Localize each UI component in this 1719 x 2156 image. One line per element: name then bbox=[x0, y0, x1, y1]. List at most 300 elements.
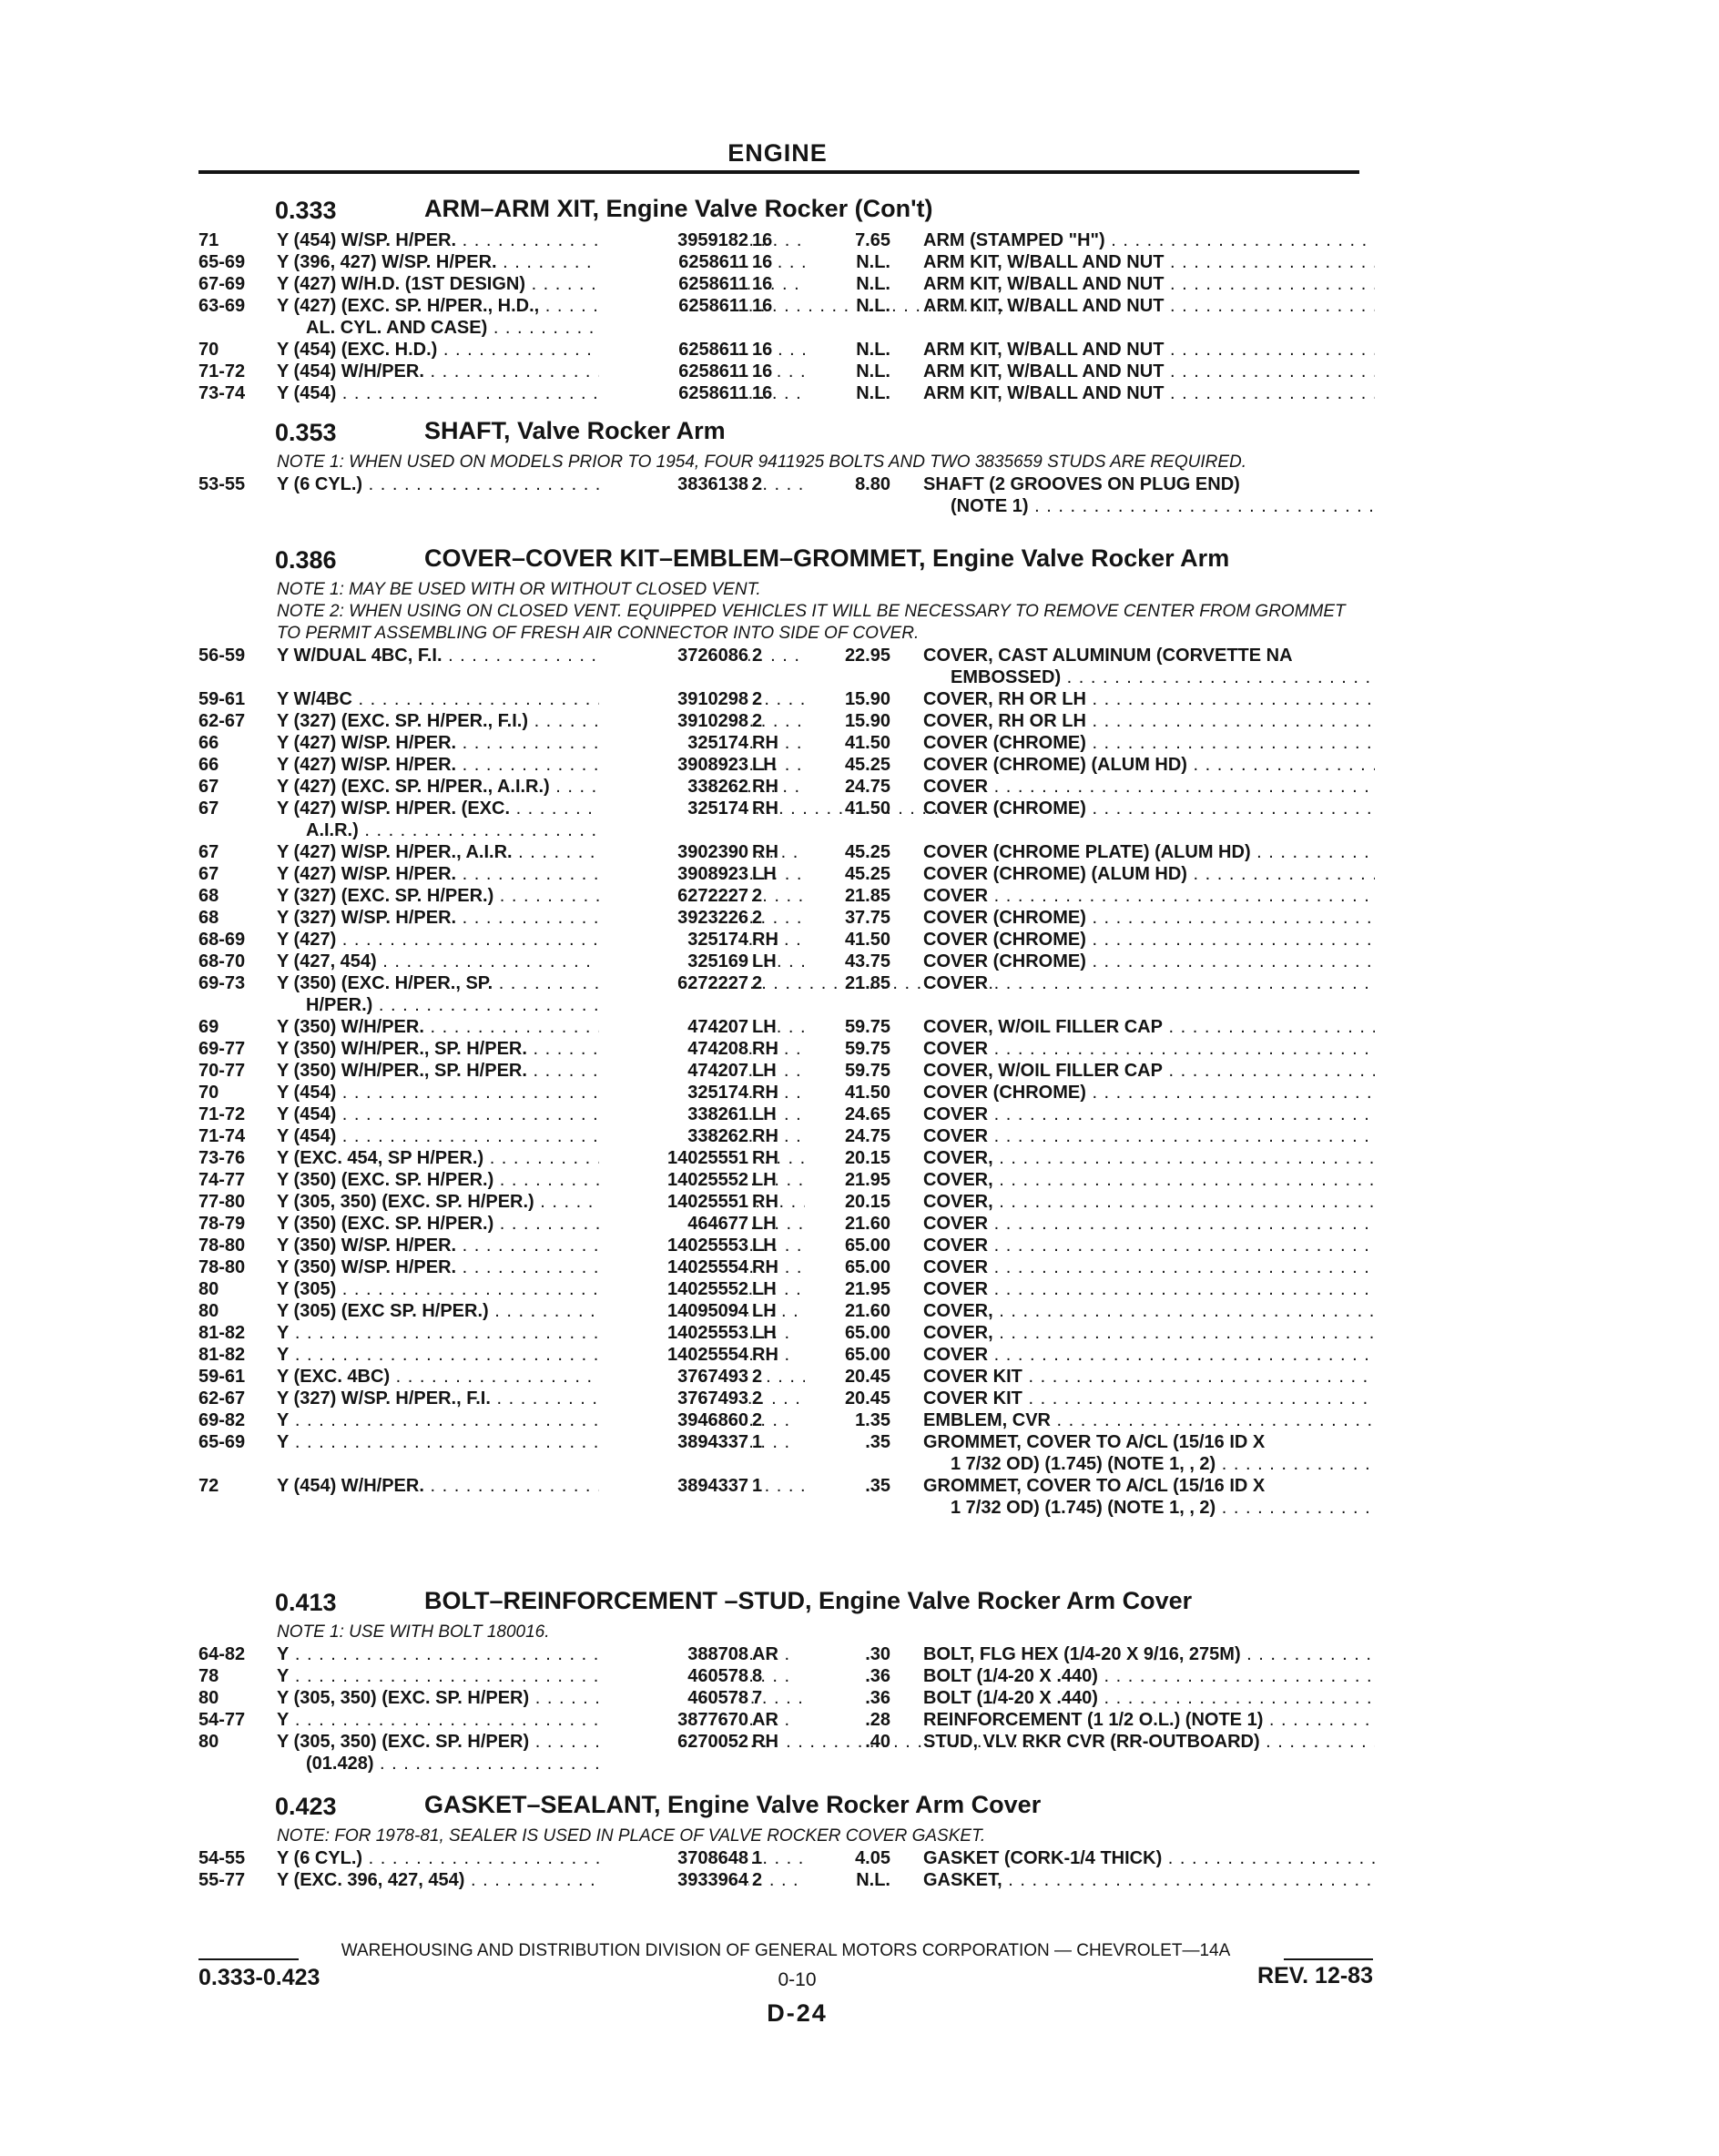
part-number: 3767493 bbox=[599, 1366, 748, 1388]
part-number: 6258611 bbox=[599, 361, 748, 382]
price: .35 bbox=[865, 1476, 890, 1496]
part-number: 14025553 bbox=[599, 1322, 748, 1344]
part-number: 6258611 bbox=[599, 273, 748, 295]
part-number: 3933964 bbox=[599, 1869, 748, 1891]
quantity: RH bbox=[752, 1732, 778, 1752]
application: Y (350) W/SP. H/PER. . . . bbox=[277, 1235, 805, 1256]
part-number: 474208 bbox=[599, 1038, 748, 1060]
description: ARM KIT, W/BALL AND NUT . . . bbox=[923, 295, 1375, 317]
description-cont: EMBOSSED) . . . bbox=[951, 666, 1375, 688]
price: 45.25 bbox=[844, 755, 890, 775]
price: 8.80 bbox=[855, 474, 890, 494]
section-title: SHAFT, Valve Rocker Arm bbox=[424, 417, 726, 444]
price: 20.45 bbox=[844, 1388, 890, 1409]
model-years: 68 bbox=[198, 886, 219, 906]
description: COVER (CHROME) . . . bbox=[923, 1082, 1375, 1103]
model-years: 67 bbox=[198, 777, 219, 797]
description: BOLT (1/4-20 X .440) . . . bbox=[923, 1687, 1375, 1709]
description: COVER, RH OR LH . . . bbox=[923, 688, 1375, 710]
section-header bbox=[198, 1585, 1373, 1622]
quantity: 2 bbox=[752, 886, 763, 906]
price: N.L. bbox=[856, 252, 890, 272]
application: Y (396, 427) W/SP. H/PER. . . . bbox=[277, 251, 805, 273]
model-years: 80 bbox=[198, 1301, 219, 1321]
model-years: 71-72 bbox=[198, 361, 246, 381]
parts-row bbox=[198, 1082, 1373, 1103]
price: .40 bbox=[865, 1732, 890, 1752]
description: EMBLEM, CVR . . . bbox=[923, 1409, 1375, 1431]
price: 65.00 bbox=[844, 1345, 890, 1365]
description: COVER . . . bbox=[923, 1038, 1375, 1060]
page-title: ENGINE bbox=[727, 139, 828, 167]
parts-row bbox=[198, 1256, 1373, 1278]
quantity: 16 bbox=[752, 252, 773, 272]
quantity: 2 bbox=[752, 711, 763, 731]
parts-row bbox=[198, 251, 1373, 273]
model-years: 69-73 bbox=[198, 973, 246, 993]
model-years: 67-69 bbox=[198, 274, 246, 294]
description: STUD, VLV RKR CVR (RR-OUTBOARD) . . . bbox=[923, 1731, 1375, 1753]
application: Y (427) W/SP. H/PER., A.I.R. . . . bbox=[277, 841, 805, 863]
parts-row bbox=[198, 273, 1373, 295]
parts-row bbox=[198, 295, 1373, 339]
parts-row bbox=[198, 1409, 1373, 1431]
model-years: 62-67 bbox=[198, 711, 246, 731]
footer-page-code: D-24 bbox=[767, 1999, 828, 2027]
price: 22.95 bbox=[844, 646, 890, 666]
application: Y (427) W/H.D. (1ST DESIGN) . . . bbox=[277, 273, 805, 295]
model-years: 68-70 bbox=[198, 951, 246, 971]
quantity: 16 bbox=[752, 340, 773, 360]
model-years: 71 bbox=[198, 230, 219, 250]
price: 59.75 bbox=[844, 1061, 890, 1081]
quantity: RH bbox=[752, 1083, 778, 1103]
description: COVER (CHROME) . . . bbox=[923, 951, 1375, 972]
quantity: 16 bbox=[752, 296, 773, 316]
price: 59.75 bbox=[844, 1017, 890, 1037]
model-years: 80 bbox=[198, 1732, 219, 1752]
parts-row bbox=[198, 229, 1373, 251]
model-years: 54-77 bbox=[198, 1710, 246, 1730]
footer-page-number: 0-10 bbox=[778, 1969, 817, 1990]
part-number: 338261 bbox=[599, 1103, 748, 1125]
price: 21.60 bbox=[844, 1301, 890, 1321]
model-years: 63-69 bbox=[198, 296, 246, 316]
description: COVER, W/OIL FILLER CAP . . . bbox=[923, 1016, 1375, 1038]
price: .28 bbox=[865, 1710, 890, 1730]
section-0-423 bbox=[198, 1789, 1373, 1891]
parts-row bbox=[198, 754, 1373, 776]
part-number: 325174 bbox=[599, 929, 748, 951]
part-number: 14095094 bbox=[599, 1300, 748, 1322]
application: Y (327) W/SP. H/PER., F.I. . . . bbox=[277, 1388, 805, 1409]
footer-division: WAREHOUSING AND DISTRIBUTION DIVISION OF GENERAL MOTORS CORPORATION — CHEVROLET—14A bbox=[341, 1941, 1231, 1960]
quantity: 2 bbox=[752, 973, 763, 993]
description: GROMMET, COVER TO A/CL (15/16 ID X bbox=[923, 1432, 1266, 1452]
model-years: 70 bbox=[198, 1083, 219, 1103]
price: 65.00 bbox=[844, 1236, 890, 1256]
price: 20.15 bbox=[844, 1192, 890, 1212]
parts-row bbox=[198, 1213, 1373, 1235]
parts-row bbox=[198, 1125, 1373, 1147]
price: 65.00 bbox=[844, 1323, 890, 1343]
price: 41.50 bbox=[844, 798, 890, 819]
application: Y (454) (EXC. H.D.) . . . bbox=[277, 339, 805, 361]
part-number: 6272227 bbox=[599, 972, 748, 994]
application: Y (327) (EXC. SP. H/PER.) . . . bbox=[277, 885, 805, 907]
application: Y . . . bbox=[277, 1344, 805, 1366]
model-years: 69-82 bbox=[198, 1410, 246, 1430]
section-header bbox=[198, 1789, 1373, 1825]
parts-row bbox=[198, 1103, 1373, 1125]
model-years: 80 bbox=[198, 1279, 219, 1299]
part-number: 14025552 bbox=[599, 1278, 748, 1300]
description: COVER KIT . . . bbox=[923, 1366, 1375, 1388]
model-years: 68 bbox=[198, 908, 219, 928]
section-title: BOLT–REINFORCEMENT –STUD, Engine Valve Rocker Arm Cover bbox=[424, 1587, 1193, 1614]
quantity: RH bbox=[752, 930, 778, 950]
footer-range: 0.333-0.423 bbox=[198, 1965, 320, 1990]
quantity: AR bbox=[752, 1710, 778, 1730]
description: COVER . . . bbox=[923, 1235, 1375, 1256]
quantity: AR bbox=[752, 1644, 778, 1664]
part-number: 3908923 bbox=[599, 863, 748, 885]
quantity: RH bbox=[752, 1039, 778, 1059]
quantity: 8 bbox=[752, 1666, 763, 1686]
price: 24.75 bbox=[844, 777, 890, 797]
application: Y (454) . . . bbox=[277, 382, 805, 404]
model-years: 53-55 bbox=[198, 474, 246, 494]
application: Y (454) W/SP. H/PER. . . . bbox=[277, 229, 805, 251]
parts-row bbox=[198, 951, 1373, 972]
model-years: 71-74 bbox=[198, 1126, 246, 1146]
application: Y . . . bbox=[277, 1322, 805, 1344]
quantity: LH bbox=[752, 1323, 777, 1343]
model-years: 65-69 bbox=[198, 252, 246, 272]
section-title: COVER–COVER KIT–EMBLEM–GROMMET, Engine Valve Rocker Arm bbox=[424, 544, 1230, 572]
application: Y . . . bbox=[277, 1643, 805, 1665]
description: BOLT, FLG HEX (1/4-20 X 9/16, 275M) . . . bbox=[923, 1643, 1375, 1665]
application: Y . . . bbox=[277, 1409, 805, 1431]
quantity: RH bbox=[752, 1257, 778, 1277]
model-years: 69-77 bbox=[198, 1039, 246, 1059]
parts-row bbox=[198, 1388, 1373, 1409]
application: Y . . . bbox=[277, 1665, 805, 1687]
parts-row bbox=[198, 885, 1373, 907]
quantity: LH bbox=[752, 755, 777, 775]
quantity: 1 bbox=[752, 1848, 763, 1868]
price: .36 bbox=[865, 1688, 890, 1708]
model-years: 78-80 bbox=[198, 1236, 246, 1256]
description: COVER, W/OIL FILLER CAP . . . bbox=[923, 1060, 1375, 1082]
parts-row bbox=[198, 361, 1373, 382]
quantity: RH bbox=[752, 798, 778, 819]
price: N.L. bbox=[856, 274, 890, 294]
parts-row bbox=[198, 1300, 1373, 1322]
part-number: 460578 bbox=[599, 1687, 748, 1709]
price: 15.90 bbox=[844, 711, 890, 731]
quantity: RH bbox=[752, 1345, 778, 1365]
section-note: NOTE: FOR 1978-81, SEALER IS USED IN PLACE OF VALVE ROCKER COVER GASKET. bbox=[277, 1826, 986, 1846]
application: Y (427) W/SP. H/PER. . . . bbox=[277, 754, 805, 776]
price: 15.90 bbox=[844, 689, 890, 709]
price: 41.50 bbox=[844, 733, 890, 753]
part-number: 14025554 bbox=[599, 1344, 748, 1366]
part-number: 14025554 bbox=[599, 1256, 748, 1278]
quantity: LH bbox=[752, 1104, 777, 1124]
quantity: 2 bbox=[752, 689, 763, 709]
price: 1.35 bbox=[855, 1410, 890, 1430]
section-0-333 bbox=[198, 193, 1373, 404]
parts-row bbox=[198, 1687, 1373, 1709]
parts-row bbox=[198, 929, 1373, 951]
parts-row bbox=[198, 1322, 1373, 1344]
parts-row bbox=[198, 645, 1373, 688]
model-years: 81-82 bbox=[198, 1323, 246, 1343]
application: Y (427) (EXC. SP. H/PER., A.I.R.) . . . bbox=[277, 776, 805, 798]
part-number: 14025552 bbox=[599, 1169, 748, 1191]
quantity: LH bbox=[752, 1214, 777, 1234]
application: Y (454) . . . bbox=[277, 1125, 805, 1147]
model-years: 73-74 bbox=[198, 383, 246, 403]
description: BOLT (1/4-20 X .440) . . . bbox=[923, 1665, 1375, 1687]
application: Y (305, 350) (EXC. SP. H/PER) . . . bbox=[277, 1731, 805, 1753]
description: COVER KIT . . . bbox=[923, 1388, 1375, 1409]
description: GROMMET, COVER TO A/CL (15/16 ID X bbox=[923, 1476, 1266, 1496]
parts-row bbox=[198, 732, 1373, 754]
price: 21.85 bbox=[844, 886, 890, 906]
model-years: 72 bbox=[198, 1476, 219, 1496]
price: 7.65 bbox=[855, 230, 890, 250]
parts-row bbox=[198, 1709, 1373, 1731]
application: Y (427) W/SP. H/PER. . . . bbox=[277, 863, 805, 885]
application-cont: AL. CYL. AND CASE) . . . bbox=[306, 317, 599, 339]
price: 21.95 bbox=[844, 1170, 890, 1190]
application: Y (350) W/SP. H/PER. . . . bbox=[277, 1256, 805, 1278]
application: Y (454) W/H/PER. . . . bbox=[277, 1475, 805, 1497]
part-number: 3836138 bbox=[599, 473, 748, 495]
quantity: 2 bbox=[752, 908, 763, 928]
price: 41.50 bbox=[844, 930, 890, 950]
description: COVER, . . . bbox=[923, 1147, 1375, 1169]
quantity: 2 bbox=[752, 474, 763, 494]
application: Y (427) W/SP. H/PER. (EXC. . . . bbox=[277, 798, 805, 819]
price: .30 bbox=[865, 1644, 890, 1664]
description: COVER (CHROME) . . . bbox=[923, 929, 1375, 951]
model-years: 67 bbox=[198, 864, 219, 884]
application: Y (305) (EXC SP. H/PER.) . . . bbox=[277, 1300, 805, 1322]
part-number: 3726086 bbox=[599, 645, 748, 666]
quantity: RH bbox=[752, 777, 778, 797]
price: N.L. bbox=[856, 340, 890, 360]
parts-row bbox=[198, 907, 1373, 929]
quantity: 7 bbox=[752, 1688, 763, 1708]
application: Y W/DUAL 4BC, F.I. . . . bbox=[277, 645, 805, 666]
part-number: 3923226 bbox=[599, 907, 748, 929]
description: COVER . . . bbox=[923, 1344, 1375, 1366]
part-number: 6258611 bbox=[599, 251, 748, 273]
footer-revision: REV. 12-83 bbox=[1257, 1963, 1373, 1988]
application: Y (454) W/H/PER. . . . bbox=[277, 361, 805, 382]
model-years: 69 bbox=[198, 1017, 219, 1037]
part-number: 6272227 bbox=[599, 885, 748, 907]
description-cont: 1 7/32 OD) (1.745) (NOTE 1, , 2) . . . bbox=[951, 1497, 1375, 1519]
description: COVER . . . bbox=[923, 972, 1375, 994]
price: N.L. bbox=[856, 361, 890, 381]
model-years: 70-77 bbox=[198, 1061, 246, 1081]
quantity: 2 bbox=[752, 1367, 763, 1387]
part-number: 474207 bbox=[599, 1016, 748, 1038]
description: COVER . . . bbox=[923, 1256, 1375, 1278]
application: Y . . . bbox=[277, 1431, 805, 1453]
quantity: RH bbox=[752, 733, 778, 753]
section-header bbox=[198, 415, 1373, 452]
application: Y (327) W/SP. H/PER. . . . bbox=[277, 907, 805, 929]
description: COVER, . . . bbox=[923, 1322, 1375, 1344]
model-years: 64-82 bbox=[198, 1644, 246, 1664]
description: ARM KIT, W/BALL AND NUT . . . bbox=[923, 361, 1375, 382]
model-years: 78-80 bbox=[198, 1257, 246, 1277]
model-years: 77-80 bbox=[198, 1192, 246, 1212]
parts-row bbox=[198, 1147, 1373, 1169]
section-note: NOTE 1: MAY BE USED WITH OR WITHOUT CLOSED VENT. bbox=[277, 580, 761, 599]
description: SHAFT (2 GROOVES ON PLUG END) bbox=[923, 474, 1240, 494]
description: COVER (CHROME) . . . bbox=[923, 907, 1375, 929]
price: 21.95 bbox=[844, 1279, 890, 1299]
parts-row bbox=[198, 1191, 1373, 1213]
description: COVER, CAST ALUMINUM (CORVETTE NA bbox=[923, 646, 1293, 666]
application: Y (305, 350) (EXC. SP. H/PER.) . . . bbox=[277, 1191, 805, 1213]
part-number: 338262 bbox=[599, 776, 748, 798]
parts-row bbox=[198, 1431, 1373, 1475]
part-number: 3908923 bbox=[599, 754, 748, 776]
part-number: 325169 bbox=[599, 951, 748, 972]
part-number: 6270052 bbox=[599, 1731, 748, 1753]
part-number: 3946860 bbox=[599, 1409, 748, 1431]
application: Y (350) W/H/PER., SP. H/PER. . . . bbox=[277, 1060, 805, 1082]
application: Y (427, 454) . . . bbox=[277, 951, 805, 972]
description: COVER . . . bbox=[923, 1213, 1375, 1235]
description: COVER (CHROME) (ALUM HD) . . . bbox=[923, 863, 1375, 885]
application: Y (EXC. 4BC) . . . bbox=[277, 1366, 805, 1388]
description: COVER . . . bbox=[923, 1103, 1375, 1125]
price: 59.75 bbox=[844, 1039, 890, 1059]
quantity: LH bbox=[752, 1017, 777, 1037]
part-number: 3910298 bbox=[599, 688, 748, 710]
price: 41.50 bbox=[844, 1083, 890, 1103]
model-years: 56-59 bbox=[198, 646, 246, 666]
price: N.L. bbox=[856, 383, 890, 403]
quantity: 2 bbox=[752, 1870, 763, 1890]
model-years: 81-82 bbox=[198, 1345, 246, 1365]
description: COVER, . . . bbox=[923, 1191, 1375, 1213]
application: Y (350) (EXC. SP. H/PER.) . . . bbox=[277, 1213, 805, 1235]
parts-row bbox=[198, 1847, 1373, 1869]
part-number: 6258611 bbox=[599, 339, 748, 361]
price: .36 bbox=[865, 1666, 890, 1686]
quantity: 16 bbox=[752, 274, 773, 294]
price: 24.75 bbox=[844, 1126, 890, 1146]
description: COVER . . . bbox=[923, 1125, 1375, 1147]
description: COVER, . . . bbox=[923, 1169, 1375, 1191]
section-header bbox=[198, 193, 1373, 229]
quantity: RH bbox=[752, 1126, 778, 1146]
application: Y (427) (EXC. SP. H/PER., H.D., . . . bbox=[277, 295, 805, 317]
parts-row bbox=[198, 382, 1373, 404]
application: Y (6 CYL.) . . . bbox=[277, 473, 805, 495]
section-header bbox=[198, 543, 1373, 579]
price: 24.65 bbox=[844, 1104, 890, 1124]
quantity: 2 bbox=[752, 1388, 763, 1409]
section-note: NOTE 1: USE WITH BOLT 180016. bbox=[277, 1622, 550, 1642]
application: Y (6 CYL.) . . . bbox=[277, 1847, 805, 1869]
section-number: 0.423 bbox=[275, 1793, 337, 1820]
parts-row bbox=[198, 972, 1373, 1016]
model-years: 67 bbox=[198, 798, 219, 819]
model-years: 67 bbox=[198, 842, 219, 862]
part-number: 14025551 bbox=[599, 1147, 748, 1169]
quantity: 16 bbox=[752, 361, 773, 381]
section-note: NOTE 1: WHEN USED ON MODELS PRIOR TO 1954, FOUR 9411925 BOLTS AND TWO 3835659 STUDS ARE REQUIRED. bbox=[277, 453, 1246, 472]
quantity: RH bbox=[752, 1148, 778, 1168]
model-years: 65-69 bbox=[198, 1432, 246, 1452]
part-number: 6258611 bbox=[599, 295, 748, 317]
section-title: ARM–ARM XIT, Engine Valve Rocker (Con't) bbox=[424, 195, 933, 222]
quantity: 16 bbox=[752, 230, 773, 250]
part-number: 464677 bbox=[599, 1213, 748, 1235]
quantity: LH bbox=[752, 1279, 777, 1299]
application: Y (EXC. 396, 427, 454) . . . bbox=[277, 1869, 805, 1891]
part-number: 325174 bbox=[599, 732, 748, 754]
parts-row bbox=[198, 1643, 1373, 1665]
part-number: 3877670 bbox=[599, 1709, 748, 1731]
application: Y (327) (EXC. SP. H/PER., F.I.) . . . bbox=[277, 710, 805, 732]
title-rule bbox=[198, 170, 1359, 174]
model-years: 78-79 bbox=[198, 1214, 246, 1234]
parts-row bbox=[198, 339, 1373, 361]
description: GASKET, . . . bbox=[923, 1869, 1375, 1891]
part-number: 3894337 bbox=[599, 1475, 748, 1497]
description: COVER (CHROME) . . . bbox=[923, 732, 1375, 754]
section-number: 0.386 bbox=[275, 546, 337, 574]
parts-row bbox=[198, 1016, 1373, 1038]
part-number: 460578 bbox=[599, 1665, 748, 1687]
quantity: 2 bbox=[752, 646, 763, 666]
model-years: 59-61 bbox=[198, 1367, 246, 1387]
section-number: 0.333 bbox=[275, 197, 337, 224]
parts-row bbox=[198, 1038, 1373, 1060]
quantity: RH bbox=[752, 1192, 778, 1212]
parts-row bbox=[198, 863, 1373, 885]
quantity: RH bbox=[752, 842, 778, 862]
footer-rule-right bbox=[1284, 1958, 1373, 1960]
description: GASKET (CORK-1/4 THICK) . . . bbox=[923, 1847, 1375, 1869]
model-years: 70 bbox=[198, 340, 219, 360]
application-cont: A.I.R.) . . . bbox=[306, 819, 599, 841]
part-number: 3708648 bbox=[599, 1847, 748, 1869]
price: 4.05 bbox=[855, 1848, 890, 1868]
model-years: 62-67 bbox=[198, 1388, 246, 1409]
parts-row bbox=[198, 1869, 1373, 1891]
part-number: 14025551 bbox=[599, 1191, 748, 1213]
price: .35 bbox=[865, 1432, 890, 1452]
price: 21.85 bbox=[844, 973, 890, 993]
application: Y (350) (EXC. SP. H/PER.) . . . bbox=[277, 1169, 805, 1191]
application: Y (350) W/H/PER., SP. H/PER. . . . bbox=[277, 1038, 805, 1060]
parts-row bbox=[198, 710, 1373, 732]
description: COVER, . . . bbox=[923, 1300, 1375, 1322]
description: COVER (CHROME) . . . bbox=[923, 798, 1375, 819]
